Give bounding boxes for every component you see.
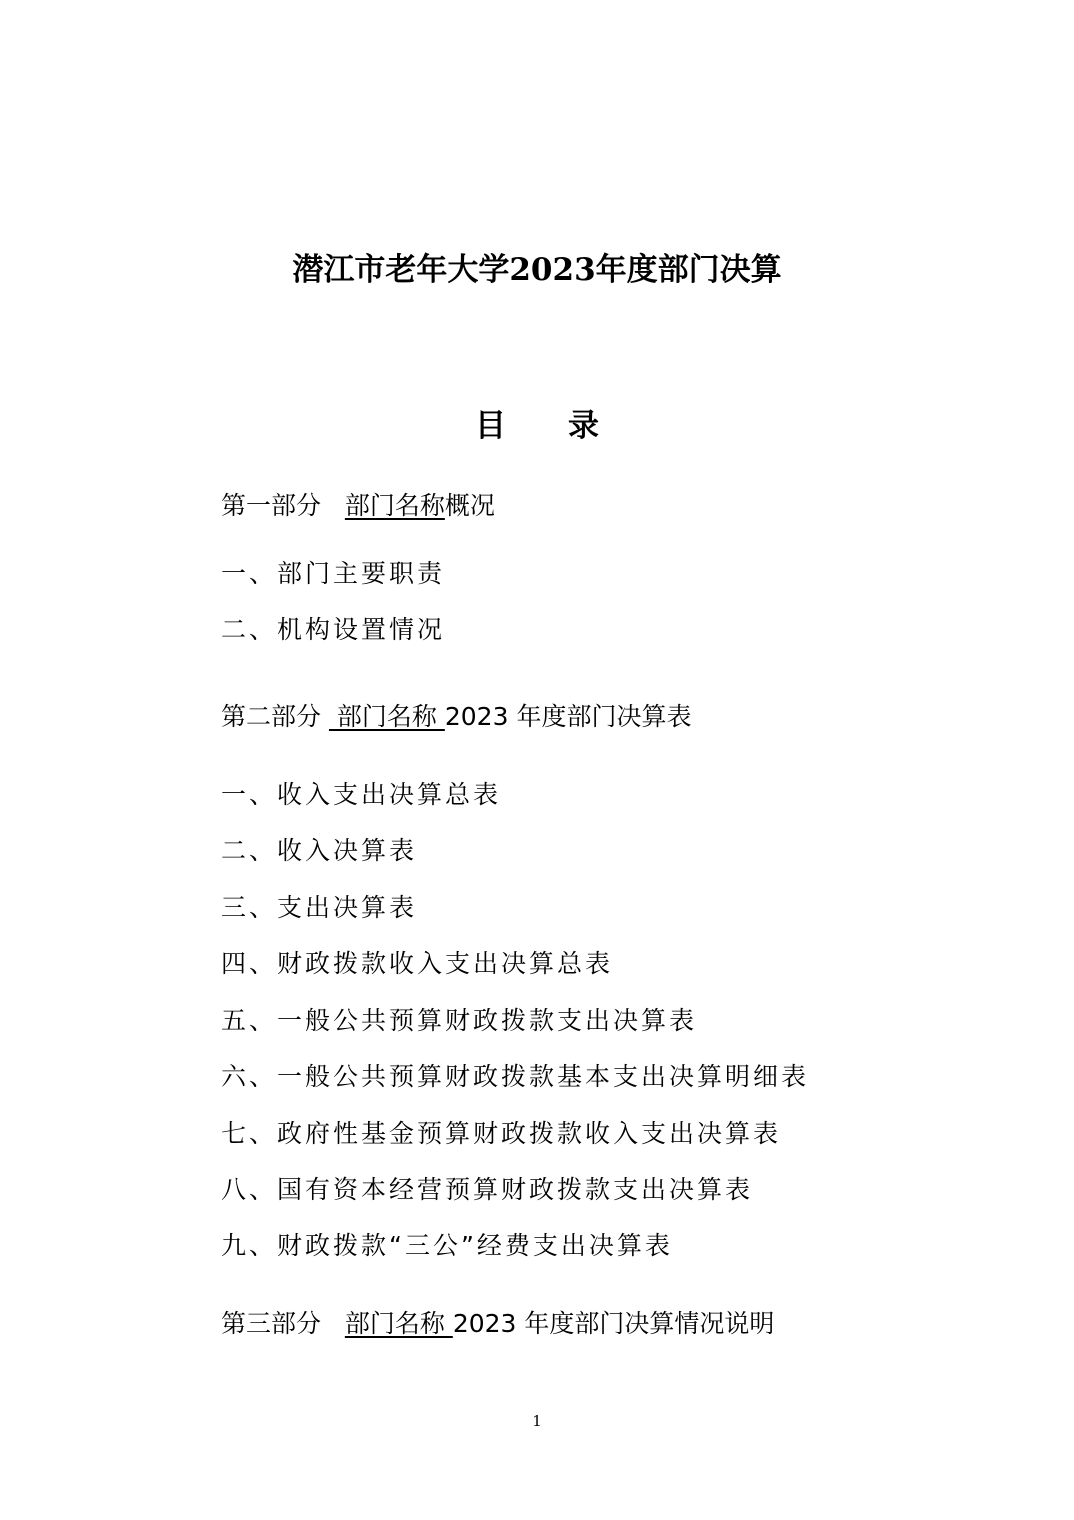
toc-item[interactable]: 七、政府性基金预算财政拨款收入支出决算表 [221,1119,782,1148]
part-label: 第一部分 [221,491,322,520]
department-name-placeholder: 部门名称 [344,491,445,520]
part-suffix: 概况 [444,491,495,520]
toc-part-2[interactable] [221,698,691,736]
part-label: 第三部分 [221,1309,322,1338]
part-suffix: 2023 年度部门决算情况说明 [452,1309,775,1338]
toc-item[interactable]: 九、财政拨款“三公”经费支出决算表 [221,1231,673,1260]
toc-item[interactable]: 二、机构设置情况 [221,615,446,644]
page-number: 1 [532,1412,542,1430]
toc-item[interactable]: 四、财政拨款收入支出决算总表 [221,949,614,978]
part-label: 第二部分 [221,702,322,731]
toc-part-1[interactable] [221,487,495,525]
toc-item[interactable]: 一、部门主要职责 [221,559,446,588]
toc-item[interactable]: 六、一般公共预算财政拨款基本支出决算明细表 [221,1062,810,1091]
toc-item[interactable]: 二、收入决算表 [221,836,418,865]
toc-item[interactable]: 一、收入支出决算总表 [221,780,502,809]
toc-item[interactable]: 五、一般公共预算财政拨款支出决算表 [221,1006,698,1035]
department-name-placeholder: 部门名称 [328,702,445,731]
document-title: 潜江市老年大学2023年度部门决算 [292,252,782,288]
part-suffix: 2023 年度部门决算表 [444,702,692,731]
toc-item[interactable]: 八、国有资本经营预算财政拨款支出决算表 [221,1175,754,1204]
department-name-placeholder: 部门名称 [344,1309,453,1338]
toc-part-3[interactable] [221,1305,774,1343]
toc-heading: 目 录 [475,408,599,444]
toc-item[interactable]: 三、支出决算表 [221,893,418,922]
